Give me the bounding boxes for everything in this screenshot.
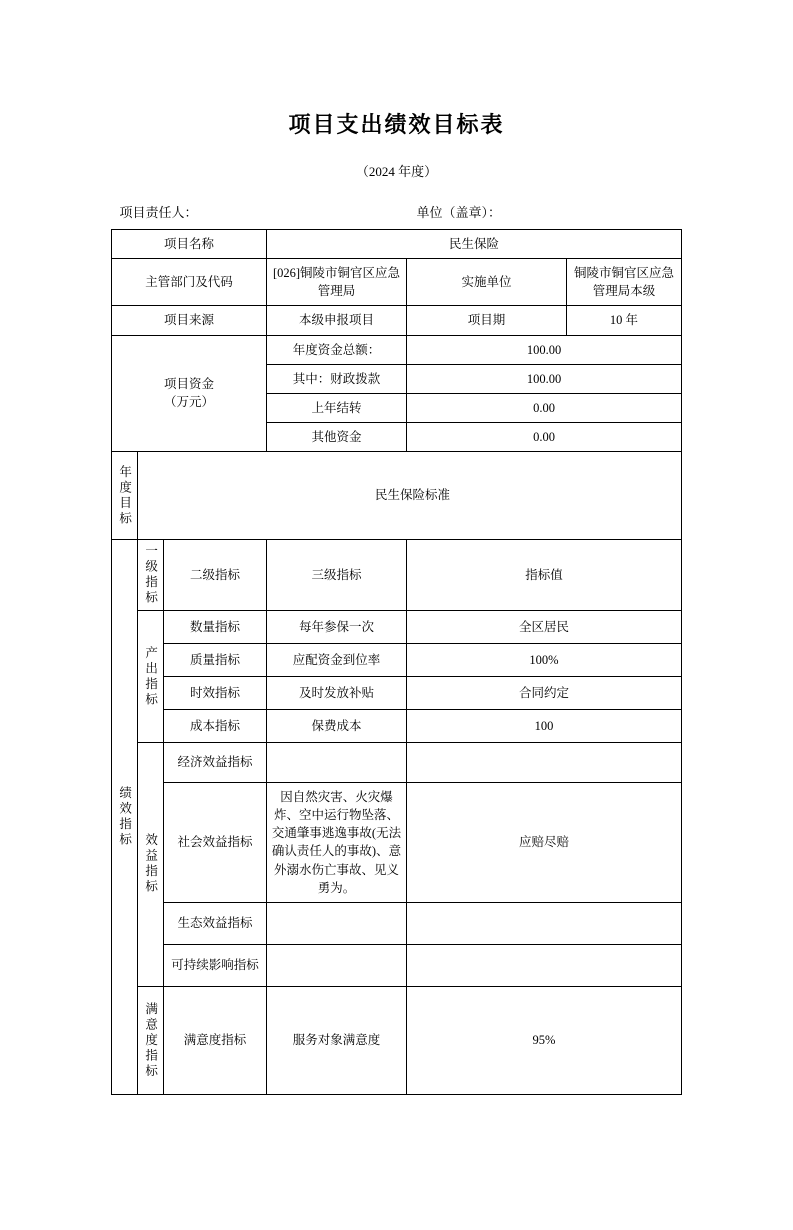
annual-goal-value: 民生保险标准	[137, 452, 681, 540]
project-funds-label-line2: （万元）	[163, 395, 214, 410]
annual-goal-label	[111, 452, 137, 540]
meta-row	[112, 202, 682, 221]
project-name-value: 民生保险	[267, 230, 682, 259]
project-source-value: 本级申报项目	[267, 306, 407, 335]
table-row-indicator-header	[111, 540, 681, 611]
level2-header: 二级指标	[163, 540, 266, 611]
output-level2: 质量指标	[163, 644, 266, 677]
output-value: 全区居民	[407, 611, 682, 644]
output-value: 合同约定	[407, 677, 682, 710]
performance-indicator-label	[111, 540, 137, 1095]
output-level2: 数量指标	[163, 611, 266, 644]
project-source-label: 项目来源	[111, 306, 266, 335]
implement-unit-label: 实施单位	[407, 259, 567, 306]
level1-header	[137, 540, 163, 611]
fund-row-name: 上年结转	[267, 393, 407, 422]
benefit-indicator-label	[137, 743, 163, 987]
project-period-label: 项目期	[407, 306, 567, 335]
project-funds-label	[111, 335, 266, 452]
satisfaction-level3: 服务对象满意度	[267, 986, 407, 1094]
output-indicator-label-text: 产出指标	[143, 645, 158, 708]
fund-row-name: 年度资金总额：	[267, 335, 407, 364]
benefit-value: 应赔尽赔	[407, 783, 682, 903]
benefit-level3	[267, 743, 407, 783]
benefit-level3	[267, 902, 407, 944]
level1-header-text: 一级指标	[143, 544, 158, 606]
implement-unit-value: 铜陵市铜官区应急管理局本级	[567, 259, 682, 306]
department-code-label: 主管部门及代码	[111, 259, 266, 306]
table-row-output-2	[111, 644, 681, 677]
benefit-value	[407, 902, 682, 944]
table-row-project-name	[111, 230, 681, 259]
table-row-fund-total	[111, 335, 681, 364]
satisfaction-indicator-label	[137, 986, 163, 1094]
table-row-output-3	[111, 677, 681, 710]
table-row-output-1	[111, 611, 681, 644]
table-row-source	[111, 306, 681, 335]
table-row-output-4	[111, 710, 681, 743]
table-row-benefit-1	[111, 743, 681, 783]
level3-header: 三级指标	[267, 540, 407, 611]
fund-row-value: 100.00	[407, 335, 682, 364]
document-page	[0, 108, 793, 1230]
page-subtitle: （2024 年度）	[355, 164, 438, 179]
output-indicator-label	[137, 611, 163, 743]
output-level2: 成本指标	[163, 710, 266, 743]
benefit-level2: 生态效益指标	[163, 902, 266, 944]
output-level3: 及时发放补贴	[267, 677, 407, 710]
benefit-level3	[267, 944, 407, 986]
benefit-level2: 社会效益指标	[163, 783, 266, 903]
table-row-benefit-2	[111, 783, 681, 903]
output-level2: 时效指标	[163, 677, 266, 710]
fund-row-name: 其中：财政拨款	[267, 364, 407, 393]
output-level3: 应配资金到位率	[267, 644, 407, 677]
table-row-department	[111, 259, 681, 306]
benefit-level2: 经济效益指标	[163, 743, 266, 783]
fund-row-name: 其他资金	[267, 422, 407, 451]
output-value: 100%	[407, 644, 682, 677]
department-code-value: [026]铜陵市铜官区应急管理局	[267, 259, 407, 306]
satisfaction-value: 95%	[407, 986, 682, 1094]
satisfaction-level2: 满意度指标	[163, 986, 266, 1094]
table-row-satisfaction	[111, 986, 681, 1094]
table-row-annual-goal	[111, 452, 681, 540]
benefit-level2: 可持续影响指标	[163, 944, 266, 986]
fund-row-value: 100.00	[407, 364, 682, 393]
performance-goal-table	[111, 229, 682, 1095]
output-value: 100	[407, 710, 682, 743]
fund-row-value: 0.00	[407, 422, 682, 451]
responsible-person-label: 项目责任人：	[119, 205, 198, 220]
page-title: 项目支出绩效目标表	[288, 112, 505, 137]
output-level3: 保费成本	[267, 710, 407, 743]
benefit-indicator-label-text: 效益指标	[143, 833, 158, 896]
indicator-value-header: 指标值	[407, 540, 682, 611]
annual-goal-label-text: 年度目标	[117, 464, 132, 527]
satisfaction-indicator-label-text: 满意度指标	[143, 1001, 158, 1079]
benefit-value	[407, 743, 682, 783]
table-row-benefit-4	[111, 944, 681, 986]
project-period-value: 10 年	[567, 306, 682, 335]
table-row-benefit-3	[111, 902, 681, 944]
benefit-value	[407, 944, 682, 986]
benefit-level3: 因自然灾害、火灾爆炸、空中运行物坠落、交通肇事逃逸事故(无法确认责任人的事故)、意外溺水伤亡事故、见义勇为。	[267, 783, 407, 903]
project-funds-label-line1: 项目资金	[163, 377, 214, 392]
fund-row-value: 0.00	[407, 393, 682, 422]
output-level3: 每年参保一次	[267, 611, 407, 644]
project-name-label: 项目名称	[111, 230, 266, 259]
unit-seal-label: 单位（盖章）：	[416, 205, 502, 220]
performance-indicator-label-text: 绩效指标	[117, 785, 132, 848]
